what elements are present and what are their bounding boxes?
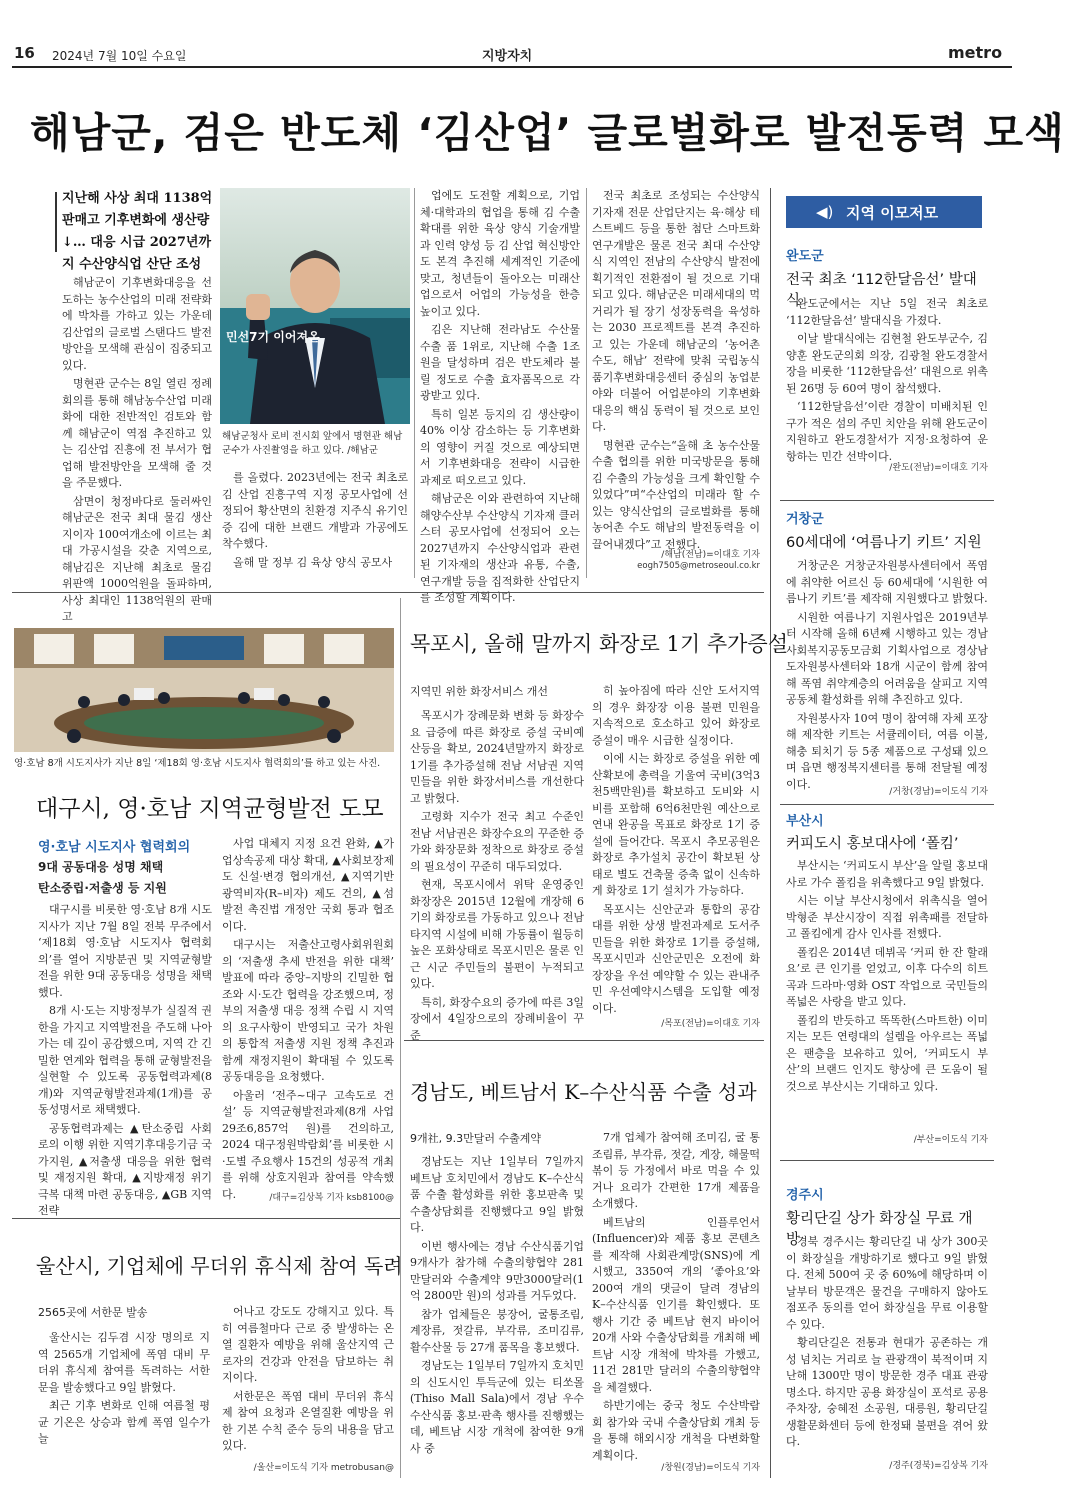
photo-banner-text: 민선7기 이어져온: [226, 330, 320, 344]
paragraph: 7개 업체가 참여해 조미김, 굴 통조림류, 부각류, 젓갈, 게장, 해물떡볶이 등 가정에서 바로 먹을 수 있거나 요리가 간편한 17개 제품을 소개했다.: [592, 1131, 760, 1210]
col-divider: [414, 188, 415, 578]
ulsan-credit: /울산=이도식 기자 metrobusan@: [253, 1463, 394, 1473]
sidebar-rule: [780, 500, 994, 501]
gyeongnam-subhead: 9개社, 9.3만달러 수출계약: [410, 1132, 541, 1145]
paragraph: 전국 최초로 조성되는 수산양식 기자재 전문 산업단지는 육·해상 테스트베드 등을 통한 첨단 스마트화 연구개발은 물론 전국 최대 수산양식 지역인 전남의 수산양식 발전에 획기적인 전환점이 될 것으로 기대되고 있다. 해남군은 미래세대의 먹거리가 될 장기 성장동력을 육성하는 2030 프로젝트를 본격 추진하고 있는 가운데 해남군의 ‘농어촌 수도, 해남’ 전략에 맞춰 국립농식품기후변화대응센터 중심의 농업분야와 더불어 어업분야의 기후변화대응의 핵심 동력이 될 것으로 보인다.: [592, 189, 760, 433]
gyeongnam-col2: [592, 1130, 760, 1462]
gyeongnam-col1-text: [410, 1154, 584, 1457]
conference-photo: [14, 628, 394, 752]
paragraph: 목포시는 신안군과 통합의 공감대를 위한 상생 발전과제로 도서주민들을 위한 화장로 1기를 증설해, 목포시민과 신안군민은 오전에 화장장을 우선 예약할 수 있는 관내주민 우선예약시스템을 도입할 예정이다.: [592, 902, 760, 1015]
gyeongnam-col2-text: [592, 1130, 760, 1464]
sidebar-body-text: [786, 296, 988, 465]
paragraph: 경북 경주시는 황리단길 내 상가 300곳이 화장실을 개방하기로 했다고 9일 밝혔다. 전체 500여 곳 중 60%에 해당하며 이날부터 방문객은 물건을 구매하지 않아도 점포주 동의를 얻어 화장실을 무료 이용할 수 있다.: [786, 1235, 988, 1331]
sidebar-title: 전국 최초 ‘112한달음선’ 발대식: [786, 272, 977, 309]
sidebar-rule: [780, 1160, 994, 1161]
col-divider: [586, 188, 587, 578]
mokpo-col2-text: [592, 683, 760, 1017]
paragraph: 황리단길은 전통과 현대가 공존하는 개성 넘치는 거리로 늘 관광객이 북적이며 지난해 1300만 명이 방문한 경주 대표 관광명소다. 하지만 공용 화장실이 포석로 공용주차장, 숭혜전 소공원, 대릉원, 황리단길 생활문화센터 등에 한정돼 불편을 겪어 왔다.: [786, 1336, 988, 1448]
sidebar-body-text: [786, 858, 988, 1095]
daegu-col1: [38, 902, 212, 1217]
paragraph: 올해 말 정부 김 육상 양식 공모사: [233, 555, 393, 569]
sidebar-body-text: [786, 1234, 988, 1451]
paragraph: 경남도는 1일부터 7일까지 호치민의 신도시인 투득군에 있는 티쏘몰(Thiso Mall Sala)에서 경남 우수 수산식품 홍보·판촉 행사를 진행했는데, 베트남 시장 개척에 참여한 9개 사 중: [410, 1359, 584, 1455]
daegu-subhead: 탄소중립·저출생 등 지원: [38, 881, 167, 895]
mokpo-subhead: 지역민 위한 화장서비스 개선: [410, 685, 549, 698]
sidebar-credit: /거창(경남)=이도식 기자: [889, 787, 988, 797]
main-col4: [592, 188, 760, 554]
sidebar-credit: /완도(전남)=이대호 기자: [889, 463, 988, 473]
sidebar-body-text: [786, 558, 988, 793]
paragraph: 현재, 목포시에서 위탁 운영중인 화장장은 2015년 12월에 개장해 6기의 화장로를 가동하고 있으나 전남 타지역 시설에 비해 가동률이 월등히 높은 포화상태로 목포시민은 물론 인근 시군 주민들의 불편이 누적되고 있다.: [410, 878, 584, 990]
paragraph: 이에 시는 화장로 증설을 위한 예산확보에 총력을 기울여 국비(3억3천5백만원)를 확보하고 도비와 시비를 포함해 6억6천만원 예산으로 연내 완공을 목표로 화장로 1기 증설에 들어간다. 목포시 추모공원은 화장로 추가설치 공간이 확보된 상태로 별도 건축물 증축 없이 신속하게 화장로 1기 설치가 가능하다.: [592, 752, 760, 897]
paragraph: 부산시는 ‘커피도시 부산’을 알릴 홍보대사로 가수 폴킴을 위촉했다고 9일 밝혔다.: [786, 859, 988, 889]
paragraph: 사업 대체지 지정 요건 완화, ▲가업상속공제 대상 확대, ▲사회보장제도 신설·변경 협의개선, ▲지역기반 광역비자(R–비자) 제도 건의, ▲섬 발전 촉진법 개정안 국회 통과 협조이다.: [222, 837, 394, 933]
gyeongnam-col1: [410, 1154, 584, 1474]
main-email: eogh7505@metroseoul.co.kr: [637, 561, 760, 571]
mokpo-bottom-rule: [404, 1040, 764, 1041]
paragraph: 특히, 화장수요의 증가에 따른 3일장에서 4일장으로의 장례비율이 꾸준: [410, 995, 584, 1042]
logo-text: metro: [948, 43, 1003, 62]
paragraph: 김은 지난해 전라남도 수산물 수출 품 1위로, 지난해 수출 1조원을 달성하며 검은 반도체라 불릴 정도로 수출 효자품목으로 각광받고 있다.: [420, 323, 580, 402]
sidebar-title: 60세대에 ‘여름나기 키트’ 지원: [786, 535, 982, 551]
daegu-col1-text: [38, 902, 212, 1220]
sidebar-title: 커피도시 홍보대사에 ‘폴킴’: [786, 836, 959, 852]
daegu-subhead: 9대 공동대응 성명 채택: [38, 860, 164, 874]
main-col2-text: [222, 470, 408, 571]
issue-date: 2024년 7월 10일 수요일: [52, 49, 187, 63]
governor-photo-caption: 해남군청사 로비 전시회 앞에서 명현관 해남군수가 사진촬영을 하고 있다. /해남군: [222, 431, 403, 456]
main-col3-text: [420, 188, 580, 607]
paragraph: ‘112한달음선’이란 경찰이 미배치된 인구가 적은 섬의 주민 치안을 위해 완도군이 지원하고 완도경찰서가 지정·요청하여 운항하는 민간 선박이다.: [786, 400, 988, 463]
paragraph: 폴킴은 2014년 데뷔곡 ‘커피 한 잔 할래요’로 큰 인기를 얻었고, 이후 다수의 히트곡과 드라마·영화 OST 작업으로 국민들의 폭넓은 사랑을 받고 있다.: [786, 945, 988, 1008]
ulsan-subhead: 2565곳에 서한문 발송: [38, 1306, 148, 1319]
paragraph: 대구시는 저출산고령사회위원회의 ‘저출생 추세 반전을 위한 대책’ 발표에 따라 중앙–지방의 긴밀한 협조와 시·도간 협력을 강조했으며, 정부의 저출생 대응 정책 수립 시 지역의 요구사항이 반영되고 국가 차원의 통합적 저출생 지원 정책 추진과 함께 재정지원이 확대될 수 있도록 공동대응을 요청했다.: [222, 938, 394, 1083]
main-credit: /해남(전남)=이대호 기자: [661, 550, 760, 560]
header-rule: [12, 66, 1012, 68]
mokpo-col1-text: [410, 708, 584, 1044]
paragraph: 어나고 강도도 강해지고 있다. 특히 여름철마다 근로 중 발생하는 온열 질환자 예방을 위해 울산지역 근로자의 건강과 안전을 담보하는 취지이다.: [222, 1305, 394, 1384]
mokpo-credit: /목포(전남)=이대호 기자: [661, 1019, 760, 1029]
ulsan-headline: 울산시, 기업체에 무더위 휴식제 참여 독려: [36, 1254, 403, 1278]
paragraph: 고령화 지수가 전국 최고 수준인 전남 서남권은 화장수요의 꾸준한 증가와 화장문화 정착으로 화장로 증설의 필요성이 꾸준히 대두되었다.: [410, 810, 584, 873]
paragraph: 참가 업체들은 붕장어, 굴통조림, 계장류, 젓갈류, 부각류, 조미김류, 활수산물 등 27개 품목을 홍보했다.: [410, 1307, 584, 1354]
main-col2: [222, 470, 408, 580]
paragraph: 해남군은 이와 관련하여 지난해 해양수산부 수산양식 기자재 클러스터 공모사업에 선정되어 오는 2027년까지 수산양식업과 관련된 기자재의 생산과 유통, 수출, 연구개발 등을 집적화한 산업단지를 조성할 계획이다.: [420, 492, 580, 604]
daegu-subhead: 영·호남 시도지사 협력회의: [38, 840, 191, 855]
sidebar-body: [786, 858, 988, 1126]
sidebar-header-label: 지역 이모저모: [846, 204, 939, 222]
main-headline: 해남군, 검은 반도체 ‘김산업’ 글로벌화로 발전동력 모색: [30, 109, 1065, 157]
sidebar-region: 완도군: [786, 249, 824, 264]
mokpo-headline: 목포시, 올해 말까지 화장로 1기 추가증설: [410, 632, 788, 656]
sidebar-divider: [770, 188, 771, 1478]
metro-logo: [948, 43, 1002, 62]
sidebar-body: [786, 1234, 988, 1454]
sidebar-body: [786, 558, 988, 791]
paragraph: 경남도는 지난 1일부터 7일까지 베트남 호치민에서 경남도 K–수산식품 수출 활성화를 위한 홍보판촉 및 수출상담회를 진행했다고 9일 밝혔다.: [410, 1155, 584, 1234]
paragraph: 하반기에는 중국 청도 수산박람회 참가와 국내 수출상담회 개최 등을 통해 해외시장 개척을 다변화할 계획이다.: [592, 1399, 760, 1462]
mokpo-col1: [410, 708, 584, 1042]
paragraph: 이날 발대식에는 김현철 완도부군수, 김양훈 완도군의회 의장, 김광철 완도경찰서장을 비롯한 ‘112한달음선’ 대원으로 위촉된 26명 등 60여 명이 참석했다.: [786, 332, 988, 395]
paragraph: 베트남의 인플루언서(Influencer)와 제품 홍보 콘텐츠를 제작해 사회관계망(SNS)에 게시했고, 3350여 개의 ‘좋아요’와 200여 개의 댓글이 달려 경남의 K–수산식품 인기를 확인했다. 또 행사 기간 중 베트남 현지 바이어 20개 사와 수출상담회를 개최해 베트남 시장 개척에 박차를 가했고, 11건 281만 달러의 수출의향협약을 체결했다.: [592, 1215, 760, 1394]
mokpo-col2: [592, 683, 760, 1015]
conference-photo-caption: 영·호남 8개 시도지사가 지난 8일 ‘제18회 영·호남 시도지사 협력회의’를 하고 있는 사진.: [14, 758, 381, 769]
paragraph: 목포시가 장례문화 변화 등 화장수요 급증에 따른 화장로 증설 국비예산등을 확보, 2024년말까지 화장로 1기를 추가증설해 전남 서남권 지역민들을 위한 화장서비스를 개선한다고 밝혔다.: [410, 709, 584, 805]
paragraph: 폴킴의 반듯하고 똑똑한(스마트한) 이미지는 모든 연령대의 설렘을 아우르는 폭넓은 팬층을 보유하고 있어, ‘커피도시 부산’의 브랜드 인지도 향상에 큰 도움이 될 것으로 부산시는 기대하고 있다.: [786, 1013, 988, 1093]
paragraph: 를 올렸다. 2023년에는 전국 최초로 김 산업 진흥구역 지정 공모사업에 선정되어 황산면의 친환경 지주식 유기인증 김에 대한 브랜드 개발과 가공에도 착수했다.: [222, 471, 408, 550]
sidebar-region: 부산시: [786, 814, 824, 829]
paragraph: 서한문은 폭염 대비 무더위 휴식제 참여 요청과 온열질환 예방을 위한 기본 수칙 준수 등의 내용을 담고 있다.: [222, 1389, 394, 1452]
ulsan-col2-text: [222, 1304, 394, 1455]
sidebar-title: 황리단길 상가 화장실 무료 개방: [786, 1211, 973, 1248]
ulsan-col2: [222, 1304, 394, 1452]
main-summary: 지난해 사상 최대 1138억 판매고 기후변화에 생산량↓… 대응 시급 2027년까지 수산양식업 산단 조성: [62, 191, 213, 272]
paragraph: 이번 행사에는 경남 수산식품기업 9개사가 참가해 수출의향협약 281만달러와 수출계약 9만3000달러(1억 2800만 원)의 성과를 거두었다.: [410, 1239, 584, 1302]
sidebar-body: [786, 296, 988, 472]
paragraph: 명현관 군수는“올해 초 농수산물 수출 협의를 위한 미국방문을 통해 김 수출의 가능성을 크게 확인할 수 있었다”며“수산업의 미래라 할 수 있는 양식산업의 글로벌화를 통해 농어촌 수도 해남의 발전동력을 이끌어내겠다”고 전했다.: [592, 438, 760, 551]
paragraph: 명현관 군수는 8일 열린 정례회의를 통해 해남농수산업 미래화에 대한 전반적인 검토와 함께 해남군이 역점 추진하고 있는 김산업 진흥에 전 부서가 협업해 발전방안을 모색해 줄 것을 주문했다.: [62, 377, 212, 489]
paragraph: 시원한 여름나기 지원사업은 2019년부터 시작해 올해 6년째 시행하고 있는 경남사회복지공동모금회 기획사업으로 경상남도자원봉사센터와 18개 시군이 함께 참여해 폭염 취약계층의 어려움을 살피고 지역 공동체 활성화를 위해 추진하고 있다.: [786, 610, 988, 706]
sidebar-region: 거창군: [786, 512, 824, 527]
paragraph: 업에도 도전할 계획으로, 기업체·대학과의 협업을 통해 김 수출 확대를 위한 육상 양식 기술개발과 인력 양성 등 김 산업 혁신방안도 본격 추진해 세계적인 기준에 맞고, 청년들이 돌아오는 미래산업으로서 어업의 가능성을 한층 높이고 있다.: [420, 189, 580, 318]
paragraph: 시는 이날 부산시청에서 위촉식을 열어 박형준 부산시장이 직접 위촉패를 전달하고 폴킴에게 감사 인사를 전했다.: [786, 894, 988, 940]
ulsan-col1: [38, 1330, 210, 1470]
main-col3: [420, 188, 580, 604]
paragraph: 해남군이 기후변화대응을 선도하는 농수산업의 미래 전략화에 박차를 가하고 있는 가운데 김산업의 글로벌 스탠다드 발전방안을 모색해 관심이 집중되고 있다.: [62, 276, 212, 372]
paragraph: 아울러 ‘전주~대구 고속도로 건설’ 등 지역균형발전과제(8개 사업 29조6,857억 원)를 건의하고, 2024 대구정원박람회’를 비롯한 시·도별 주요행사 15건의 성공적 개최를 위해 상호지원과 참여를 약속했다.: [222, 1088, 394, 1201]
sidebar-credit: /경주(경북)=김상복 기자: [889, 1461, 988, 1471]
governor-photo: [220, 188, 410, 424]
paragraph: 최근 기후 변화로 인해 여름철 평균 기온은 상승과 함께 폭염 일수가 늘: [38, 1399, 210, 1445]
ulsan-col1-text: [38, 1330, 210, 1448]
paragraph: 울산시는 김두겸 시장 명의로 지역 2565개 기업체에 폭염 대비 무더위 휴식제 참여를 독려하는 서한문을 발송했다고 9일 밝혔다.: [38, 1331, 210, 1394]
summary-marker: [55, 192, 57, 252]
daegu-col2-text: [222, 836, 394, 1203]
gyeongnam-headline: 경남도, 베트남서 K–수산식품 수출 성과: [410, 1080, 757, 1104]
sidebar-rule: [780, 804, 994, 805]
paragraph: 공동협력과제는 ▲탄소중립 사회로의 이행 위한 지역기후대응기금 국가지원, ▲저출생 대응을 위한 협력 및 재정지원 확대, ▲지방재정 위기 극복 대책 마련 공동대응, ▲GB 지역전략: [38, 1121, 212, 1217]
paragraph: 거창군은 거창군자원봉사센터에서 폭염에 취약한 어르신 등 60세대에 ‘시원한 여름나기 키트’를 제작해 지원했다고 밝혔다.: [786, 559, 988, 605]
section-name: 지방자치: [482, 49, 533, 64]
sidebar-credit: /부산=이도식 기자: [913, 1135, 988, 1145]
main-bottom-rule: [12, 592, 764, 593]
paragraph: 대구시를 비롯한 영·호남 8개 시도지사가 지난 7월 8일 전북 무주에서 ‘제18회 영·호남 시도지사 협력회의’를 열어 지방분권 및 지역균형발전을 위한 9대 공동대응 성명을 채택했다.: [38, 903, 212, 999]
page-number: 16: [14, 44, 35, 62]
gyeongnam-credit: /창원(경남)=이도식 기자: [661, 1463, 760, 1473]
main-col4-text: [592, 188, 760, 553]
daegu-headline: 대구시, 영·호남 지역균형발전 도모: [36, 796, 384, 822]
daegu-bottom-rule: [12, 1218, 400, 1219]
speaker-icon: ◀): [816, 203, 834, 221]
col-divider: [400, 598, 401, 1478]
paragraph: 8개 시·도는 지방정부가 실질적 권한을 가지고 지역발전을 주도해 나아가는 데 깊이 공감했으며, 지역 간 긴밀한 연계와 협력을 통해 균형발전을 실현할 수 있도록 공동협력과제(8개)와 지역균형발전과제(1개)를 공동성명서로 채택했다.: [38, 1004, 212, 1116]
main-col1-text: [62, 275, 212, 626]
daegu-credit: /대구=김상복 기자 ksb8100@: [269, 1193, 394, 1203]
sidebar-region: 경주시: [786, 1188, 824, 1203]
paragraph: 삼면이 청정바다로 둘러싸인 해남군은 전국 최대 물김 생산지이자 100여개소에 이르는 최대 가공시설을 갖춘 지역으로, 해남김은 지난해 최초로 물김 위판액 1000억원을 돌파하며, 사상 최대인 1138억원의 판매고: [62, 494, 212, 623]
paragraph: 자원봉사자 10여 명이 참여해 자체 포장해 제작한 키트는 서큘레이터, 여름 이불, 해충 퇴치기 등 5종 제품으로 구성돼 있으며 읍면 행정복지센터를 통해 전달될 예정이다.: [786, 711, 988, 791]
sidebar-header: [786, 196, 982, 228]
main-col1: [62, 275, 212, 623]
paragraph: 완도군에서는 지난 5일 전국 최초로 ‘112한달음선’ 발대식을 가졌다.: [786, 297, 988, 327]
paragraph: 히 높아짐에 따라 신안 도서지역의 경우 화장장 이용 불편 민원을 지속적으로 호소하고 있어 화장로 증설이 매우 시급한 실정이다.: [592, 684, 760, 747]
paragraph: 특히 일본 등지의 김 생산량이 40% 이상 감소하는 등 기후변화의 영향이 커질 것으로 예상되면서 기후변화대응 전략이 시급한 과제로 떠오르고 있다.: [420, 407, 580, 487]
